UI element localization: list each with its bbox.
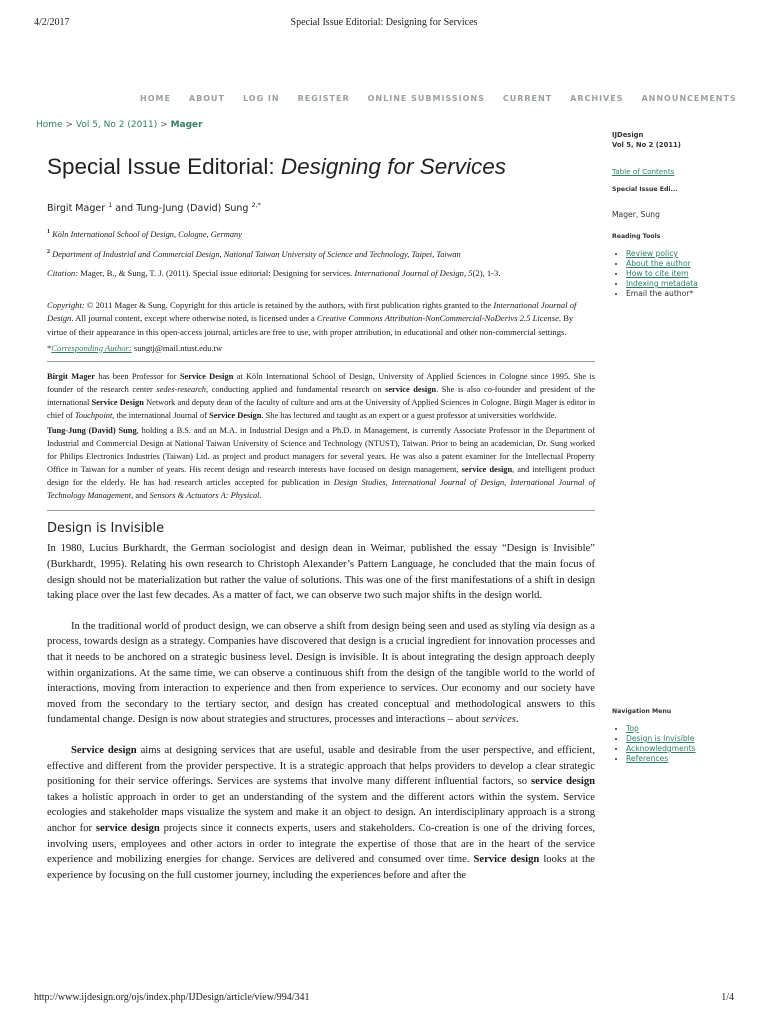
breadcrumb-issue[interactable]: Vol 5, No 2 (2011)	[75, 120, 158, 130]
nav-announcements[interactable]: ANNOUNCEMENTS	[641, 94, 737, 103]
print-url: http://www.ijdesign.org/ojs/index.php/IJDesign/article/view/994/341	[34, 992, 310, 1003]
author-2-affiliation-mark: 2,*	[251, 201, 261, 209]
print-page-number: 1/4	[721, 992, 734, 1003]
bio-keyword: Service Design	[209, 410, 262, 420]
copyright-notice	[47, 299, 595, 340]
sidebar	[612, 130, 760, 763]
affiliation-2-mark: 2	[47, 249, 50, 256]
bio-mager	[47, 370, 595, 422]
affiliation-2-text: Department of Industrial and Commercial Design, National Taiwan University of Science and Technology, Taipei, Taiwan	[50, 250, 461, 260]
paragraph-text: projects since it connects experts, users and stakeholders. Co-creation is one of the driving forces, involving users, employees and other actors in order to integrate the expertise of those that are in the heart of the service experience and mobilizing energies for change. Services are delivered and consumed over time.	[47, 822, 595, 866]
table-of-contents-link[interactable]: Table of Contents	[612, 167, 675, 176]
author-1-affiliation-mark: 1	[108, 201, 113, 209]
paragraph-1: In 1980, Lucius Burkhardt, the German sociologist and design dean in Weimar, published the essay “Design is Invisible” (Burkhardt, 1995). Relating his own research to Christoph Alexander’s Pattern Language, he concluded that the main focus of design should not be materialization but rather the value of solutions. This was one of the first manifestations of a shift in design taking place over the last few decades. As a matter of fact, we can observe two such major shifts in the design world.	[47, 543, 595, 602]
bio-sung	[47, 424, 595, 503]
bio-text: , and intelligent product design for the elderly. He has had research articles accepted for publication in	[47, 465, 595, 488]
bio-text: . She is also co-founder and president of the international	[47, 384, 595, 407]
bio-text: has been Professor for	[94, 371, 180, 381]
affiliation-1-mark: 1	[47, 229, 50, 236]
corresponding-author-link[interactable]: Corresponding Author:	[51, 342, 132, 353]
paragraph-keyword: service design	[95, 822, 160, 834]
nav-online-submissions[interactable]: ONLINE SUBMISSIONS	[367, 94, 485, 103]
reading-tools-list	[612, 249, 760, 299]
print-date: 4/2/2017	[34, 17, 70, 28]
top-nav	[140, 94, 737, 103]
nav-about[interactable]: ABOUT	[188, 94, 225, 103]
breadcrumb	[36, 120, 203, 130]
corresponding-star: *	[47, 342, 52, 353]
bio-text: at Köln International School of Design, University of Applied Sciences in Cologne since 1995. She is founder of the research center	[47, 371, 595, 394]
divider	[47, 361, 595, 362]
copyright-label: Copyright:	[47, 299, 85, 310]
breadcrumb-separator: >	[65, 120, 73, 130]
license-link[interactable]: Creative Commons Attribution-NonCommercial-NoDerivs 2.5 License	[316, 313, 559, 324]
paragraph-emphasis: services	[481, 714, 516, 726]
title-prefix: Special Issue Editorial:	[47, 154, 281, 179]
nav-menu-item	[626, 734, 760, 744]
paragraph-text: looks at the experience by focusing on the full customer journey, including the experiences before and after the	[47, 854, 595, 881]
affiliation-1-text: Köln International School of Design, Cologne, Germany	[50, 229, 242, 239]
bio-text: Network and deputy dean of the faculty of culture and arts at the University of Applied Sciences in Cologne. Birgit Mager is editor in chief of	[47, 397, 595, 420]
article-main	[47, 150, 595, 898]
copyright-journal: International Journal of Design	[47, 299, 577, 324]
author-2: and Tung-Jung (David) Sung	[112, 203, 252, 215]
sidebar-article-short-title: Special Issue Edi...	[612, 186, 678, 193]
nav-register[interactable]: REGISTER	[297, 94, 350, 103]
bio-text: , the international Journal of	[112, 410, 210, 420]
reading-tool-item	[626, 259, 760, 269]
breadcrumb-home[interactable]: Home	[36, 120, 63, 130]
navigation-menu-list	[612, 724, 760, 764]
sidebar-journal-issue: Vol 5, No 2 (2011)	[612, 141, 681, 149]
citation-text: Mager, B., & Sung, T. J. (2011). Special issue editorial: Designing for services.	[78, 267, 355, 278]
breadcrumb-separator: >	[160, 120, 168, 130]
paragraph-keyword: service design	[531, 776, 596, 788]
bio-text: , conducting applied and fundamental research on	[206, 384, 386, 394]
citation	[47, 267, 595, 279]
affiliations	[47, 226, 595, 262]
corresponding-email: sungtj@mail.ntust.edu.tw	[131, 342, 223, 353]
article-body	[47, 541, 595, 883]
corresponding-author	[47, 343, 595, 353]
copyright-text-3: . By virtue of their appearance in this open-access journal, articles are free to use, with proper attribution, in educational and other non-commercial settings.	[47, 313, 574, 337]
review-policy-link[interactable]: Review policy	[626, 249, 678, 258]
navigation-menu	[612, 708, 760, 764]
bio-keyword: Service Design	[91, 397, 144, 407]
nav-menu-design-is-invisible[interactable]: Design is Invisible	[626, 734, 695, 743]
bio-emphasis: sedes-research	[156, 384, 206, 394]
divider	[47, 510, 595, 511]
reading-tool-item	[626, 279, 760, 289]
reading-tools-title: Reading Tools	[612, 233, 661, 240]
bio-name: Birgit Mager	[47, 371, 95, 381]
email-author-link[interactable]: Email the author*	[626, 289, 694, 298]
sidebar-journal	[612, 130, 760, 150]
citation-label: Citation:	[47, 267, 79, 278]
nav-menu-item	[626, 744, 760, 754]
reading-tool-item	[626, 269, 760, 279]
print-page-title: Special Issue Editorial: Designing for Services	[290, 17, 478, 28]
bio-keyword: service design	[461, 465, 513, 475]
bio-text: , holding a B.S. and an M.A. in Industrial Design and a Ph.D. in Management, is currently Associate Professor in the Department of Industrial and Commercial Design at National Taiwan University of Science and Technology (NTUST), Taiwan. Prior to being an academician, Dr. Sung worked for Philips Electronics Industries (Taiwan) Ltd. as project and product managers for several years. He was also a patent examiner for the Intellectual Property Office in Taiwan for a number of years. His recent design and research interests have focused on design management,	[47, 425, 596, 475]
nav-menu-references[interactable]: References	[626, 754, 669, 763]
print-header	[0, 17, 768, 31]
bio-text: , and	[131, 491, 150, 501]
breadcrumb-current[interactable]: Mager	[170, 120, 203, 130]
paragraph-text: aims at designing services that are useful, usable and desirable from the user perspective, and efficient, effective and different from the provider perspective. It is a strategic approach that helps providers to develop a clear strategic positioning for their service offerings. Services are systems that involve many different influential factors, so	[47, 745, 596, 788]
cite-item-link[interactable]: How to cite item	[626, 269, 689, 278]
article-title	[47, 150, 595, 184]
navigation-menu-title: Navigation Menu	[612, 708, 672, 715]
print-footer	[0, 992, 768, 1006]
paragraph-text: takes a holistic approach in order to get an understanding of the system and the different actors within the system. Service ecologies and stakeholder maps visualize the system and make it an object to design. An interdisciplinary approach is a strong anchor for	[47, 791, 595, 834]
affiliation-2	[47, 246, 595, 261]
copyright-text-2: . All journal content, except where otherwise noted, is licensed under a	[71, 313, 317, 324]
copyright-text-1: © 2011 Mager & Sung. Copyright for this article is retained by the authors, with first publication rights granted to the	[84, 299, 494, 310]
citation-journal: International Journal of Design, 5	[354, 267, 473, 278]
nav-menu-top[interactable]: Top	[626, 724, 639, 733]
affiliation-1	[47, 226, 595, 241]
bio-emphasis: Sensors & Actuators A: Physical	[149, 491, 260, 501]
about-author-link[interactable]: About the author	[626, 259, 691, 268]
bio-keyword: service design	[385, 384, 437, 394]
reading-tool-item	[626, 249, 760, 259]
bio-text: . She has lectured and taught as an expert or a guest professor at universities worldwide.	[261, 410, 557, 420]
nav-login[interactable]: LOG IN	[242, 94, 280, 103]
paragraph-text: .	[515, 714, 519, 726]
section-heading: Design is Invisible	[47, 521, 165, 537]
bio-emphasis: Touchpoint	[74, 410, 113, 420]
bio-emphasis: Design Studies, International Journal of Design, International Journal of Technology Management	[47, 478, 595, 501]
paragraph-keyword: Service design	[473, 854, 540, 866]
nav-current[interactable]: CURRENT	[502, 94, 553, 103]
sidebar-journal-name: IJDesign	[612, 131, 644, 139]
nav-menu-item	[626, 724, 760, 734]
nav-archives[interactable]: ARCHIVES	[570, 94, 624, 103]
bio-keyword: Service Design	[179, 371, 234, 381]
nav-home[interactable]: HOME	[140, 94, 171, 103]
paragraph-2	[47, 619, 595, 728]
title-emphasis: Designing for Services	[280, 154, 506, 179]
bio-text: .	[259, 491, 262, 501]
reading-tool-item	[626, 289, 760, 299]
author-bios	[47, 370, 595, 503]
citation-issue: (2), 1-3.	[472, 267, 501, 278]
paragraph-3	[47, 743, 595, 883]
sidebar-authors: Mager, Sung	[612, 210, 660, 219]
author-line	[47, 201, 595, 214]
nav-menu-item	[626, 754, 760, 764]
paragraph-text: In the traditional world of product design, we can observe a shift from design being seen and used as styling via design as a process, towards design as a strategy. Companies have discovered that design is a crucial ingredient for innovation processes and that it needs to be anchored on a strategic business level. Design is invisible. It is about integrating the design approach deeply within organizations. At the same time, we can observe a continuous shift from the design of the tangible world to the world of interactions, moving from interaction to experience and then from experience to services. Our economy and our society have moved from the secondary to the tertiary sector, and design has created conceptual and methodological answers to this fundamental change. Design is now about strategies and structures, processes and interactions – about	[47, 620, 595, 726]
paragraph-keyword: Service design	[71, 745, 137, 756]
nav-menu-acknowledgments[interactable]: Acknowledgments	[626, 744, 696, 753]
indexing-metadata-link[interactable]: Indexing metadata	[626, 279, 698, 288]
author-1: Birgit Mager	[47, 203, 109, 215]
bio-name: Tung-Jung (David) Sung	[47, 425, 137, 435]
